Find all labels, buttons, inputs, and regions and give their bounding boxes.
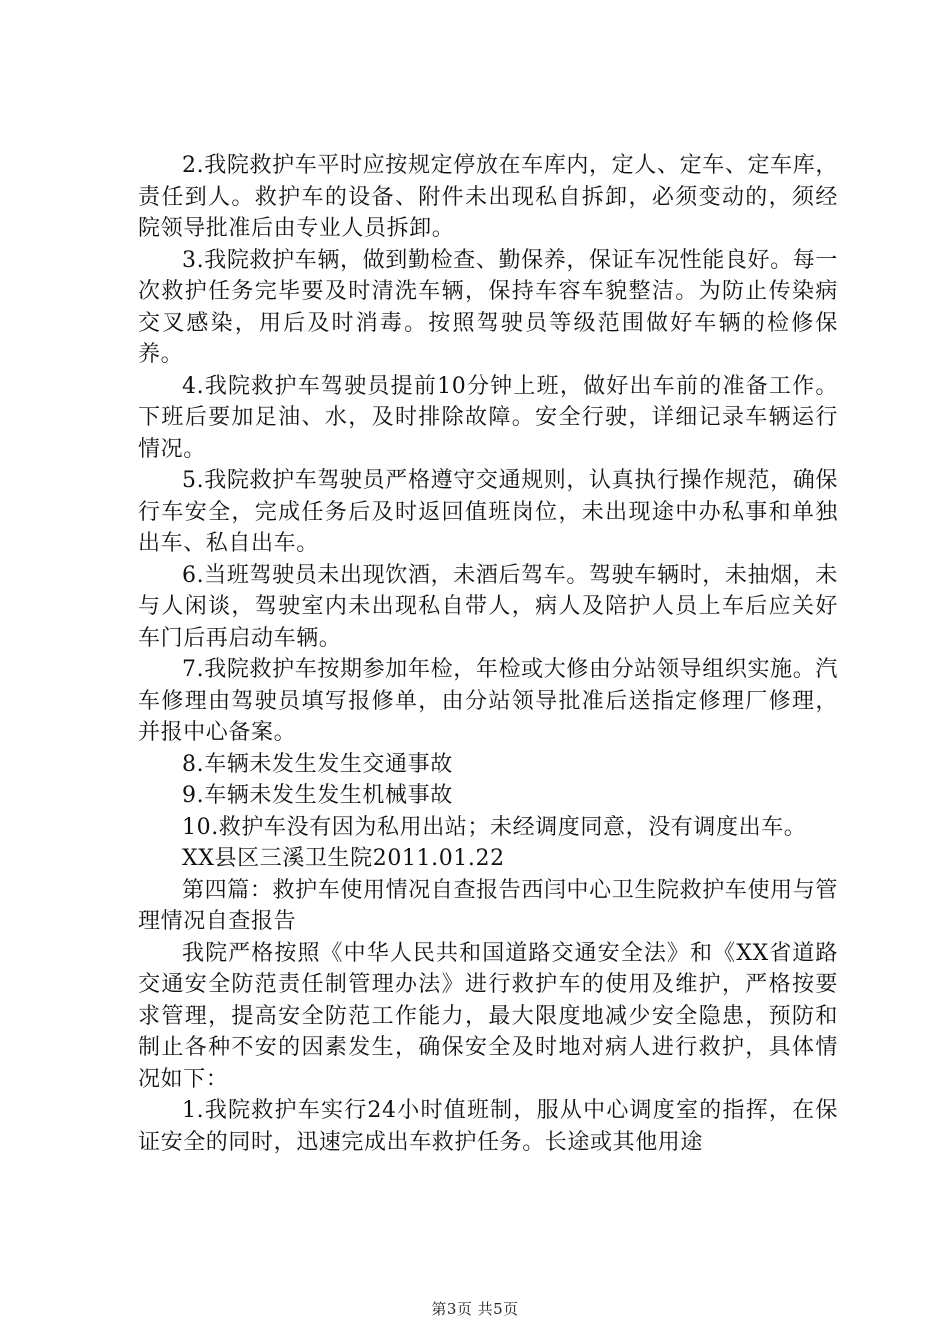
paragraph-item-2: 2.我院救护车平时应按规定停放在车库内，定人、定车、定车库，责任到人。救护车的设备、附件未出现私自拆卸，必须变动的，须经院领导批准后由专业人员拆卸。 bbox=[138, 153, 838, 241]
paragraph-item-8: 8.车辆未发生发生交通事故 bbox=[182, 751, 453, 777]
paragraph-item-1: 1.我院救护车实行24小时值班制，服从中心调度室的指挥，在保证安全的同时，迅速完成出车救护任务。长途或其他用途 bbox=[138, 1098, 838, 1155]
paragraph-item-10: 10.救护车没有因为私用出站；未经调度同意，没有调度出车。 bbox=[182, 814, 807, 840]
paragraph-item-9: 9.车辆未发生发生机械事故 bbox=[182, 783, 453, 808]
signature-line: XX县区三溪卫生院2011.01.22 bbox=[182, 846, 505, 871]
paragraph-item-4: 4.我院救护车驾驶员提前10分钟上班，做好出车前的准备工作。下班后要加足油、水，及时排除故障。安全行驶，详细记录车辆运行情况。 bbox=[138, 373, 838, 462]
section-heading: 第四篇：救护车使用情况自查报告西闫中心卫生院救护车使用与管理情况自查报告 bbox=[138, 877, 838, 934]
paragraph-item-3: 3.我院救护车辆，做到勤检查、勤保养，保证车况性能良好。每一次救护任务完毕要及时清洗车辆，保持车容车貌整洁。为防止传染病交叉感染，用后及时消毒。按照驾驶员等级范围做好车辆的检修保养。 bbox=[138, 247, 838, 367]
paragraph-item-5: 5.我院救护车驾驶员严格遵守交通规则，认真执行操作规范，确保行车安全，完成任务后及时返回值班岗位，未出现途中办私事和单独出车、私自出车。 bbox=[138, 468, 838, 556]
paragraph-item-7: 7.我院救护车按期参加年检，年检或大修由分站领导组织实施。汽车修理由驾驶员填写报修单，由分站领导批准后送指定修理厂修理，并报中心备案。 bbox=[138, 657, 838, 745]
intro-paragraph: 我院严格按照《中华人民共和国道路交通安全法》和《XX省道路交通安全防范责任制管理办法》进行救护车的使用及维护，严格按要求管理，提高安全防范工作能力，最大限度地减少安全隐患，预防和制止各种不安的因素发生，确保安全及时地对病人进行救护，具体情况如下： bbox=[138, 940, 838, 1092]
page-number-footer: 第3页 共5页 bbox=[431, 1300, 519, 1318]
paragraph-item-6: 6.当班驾驶员未出现饮酒，未酒后驾车。驾驶车辆时，未抽烟，未与人闲谈，驾驶室内未出现私自带人，病人及陪护人员上车后应关好车门后再启动车辆。 bbox=[138, 562, 838, 651]
document-body bbox=[138, 150, 838, 1158]
